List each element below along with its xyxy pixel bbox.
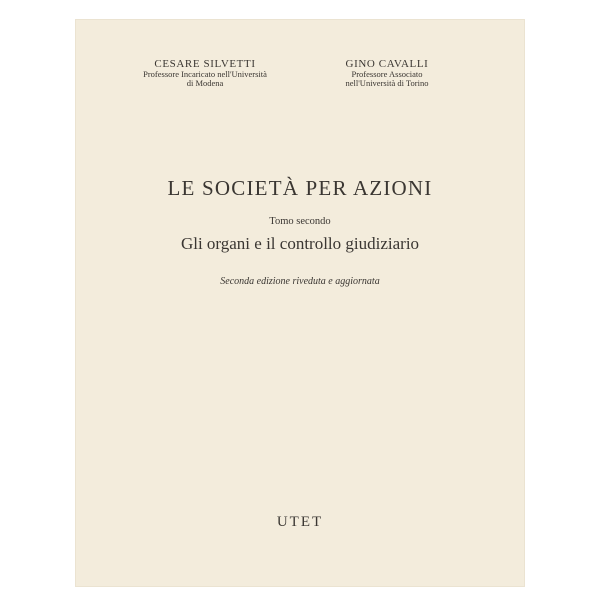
book-subtitle: Gli organi e il controllo giudiziario (180, 234, 420, 253)
author-affiliation: nell'Università di Torino (345, 78, 429, 89)
author-right (312, 58, 462, 89)
author-name: CESARE SILVETTI (154, 58, 256, 70)
author-affiliation: Professore Incaricato nell'Università (143, 69, 267, 80)
edition-note: Seconda edizione riveduta e aggiornata (220, 276, 380, 287)
book-title: LE SOCIETÀ PER AZIONI (167, 176, 433, 200)
title-page (76, 20, 524, 586)
author-affiliation: di Modena (186, 78, 224, 89)
volume-label: Tomo secondo (269, 216, 331, 227)
publisher-name: UTET (276, 514, 324, 530)
author-name: GINO CAVALLI (345, 58, 429, 70)
author-affiliation: Professore Associato (351, 69, 423, 80)
author-left (130, 58, 280, 89)
